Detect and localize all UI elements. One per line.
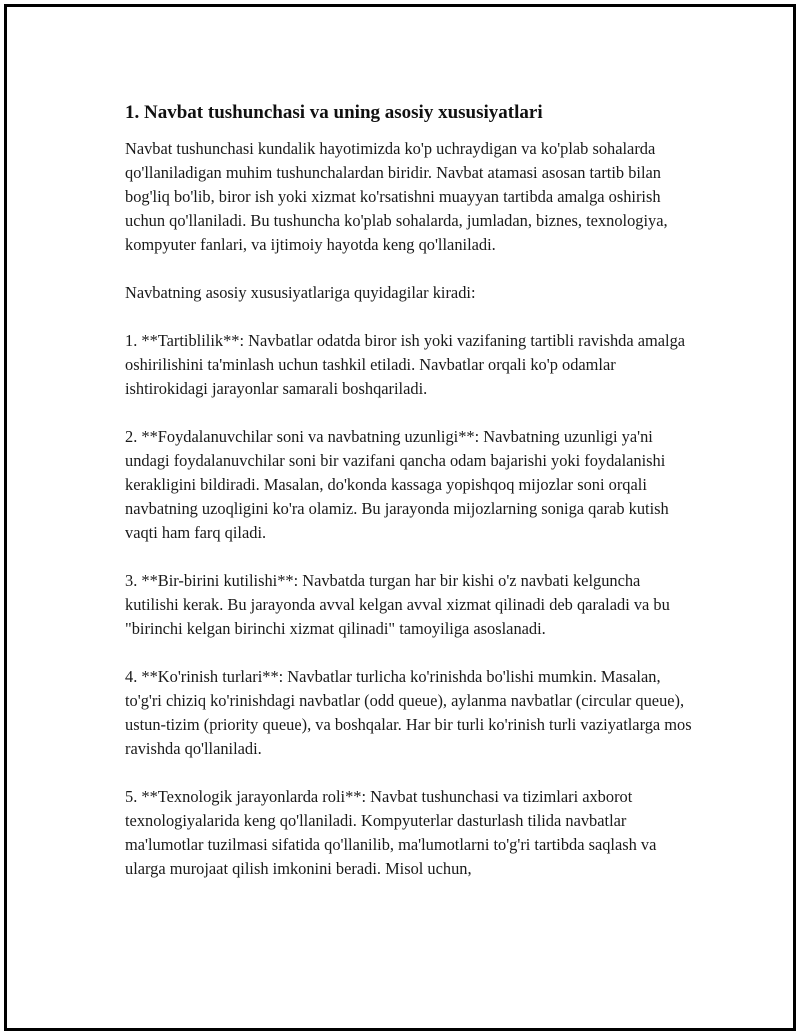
document-body xyxy=(125,101,695,905)
feature-item-orderliness: 1. **Tartiblilik**: Navbatlar odatda biror ish yoki vazifaning tartibli ravishda amalga oshirilishini ta'minlash uchun tashkil etiladi. Navbatlar orqali ko'p odamlar ishtirokidagi jarayonlar samarali boshqariladi. xyxy=(125,331,686,398)
page-frame xyxy=(4,4,796,1031)
feature-item-queue-types: 4. **Ko'rinish turlari**: Navbatlar turlicha ko'rinishda bo'lishi mumkin. Masalan, to'g'ri chiziq ko'rinishdagi navbatlar (odd queue), aylanma navbatlar (circular queue), ustun-tizim (priority queue), va boshqalar. Har bir turli ko'rinish turli vaziyatlarga mos ravishda qo'llaniladi. xyxy=(125,667,692,758)
section-heading: 1. Navbat tushunchasi va uning asosiy xususiyatlari xyxy=(125,102,543,123)
feature-item-technology-role: 5. **Texnologik jarayonlarda roli**: Navbat tushunchasi va tizimlari axborot texnologiyalarida keng qo'llaniladi. Kompyuterlar dasturlash tilida navbatlar ma'lumotlar tuzilmasi sifatida qo'llanilib, ma'lumotlarni to'g'ri tartibda saqlash va ularga murojaat qilish imkonini beradi. Misol uchun, xyxy=(125,787,657,878)
feature-item-waiting: 3. **Bir-birini kutilishi**: Navbatda turgan har bir kishi o'z navbati kelguncha kutilishi kerak. Bu jarayonda avval kelgan avval xizmat qilinadi deb qaraladi va bu "birinchi kelgan birinchi xizmat qilinadi" tamoyiliga asoslanadi. xyxy=(125,571,670,638)
feature-item-queue-length: 2. **Foydalanuvchilar soni va navbatning uzunligi**: Navbatning uzunligi ya'ni undagi foydalanuvchilar soni bir vazifani qancha odam bajarishi yoki foydalanishi kerakligini bildiradi. Masalan, do'konda kassaga yopishqoq mijozlar soni orqali navbatning uzoqligini ko'ra olamiz. Bu jarayonda mijozlarning soniga qarab kutish vaqti ham farq qiladi. xyxy=(125,427,669,542)
intro-paragraph: Navbat tushunchasi kundalik hayotimizda ko'p uchraydigan va ko'plab sohalarda qo'llaniladigan muhim tushunchalardan biridir. Navbat atamasi asosan tartib bilan bog'liq bo'lib, biror ish yoki xizmat ko'rsatishni muayyan tartibda amalga oshirish uchun qo'llaniladi. Bu tushuncha ko'plab sohalarda, jumladan, biznes, texnologiya, kompyuter fanlari, va ijtimoiy hayotda keng qo'llaniladi. xyxy=(125,139,668,254)
features-lead-paragraph: Navbatning asosiy xususiyatlariga quyidagilar kiradi: xyxy=(125,283,476,302)
